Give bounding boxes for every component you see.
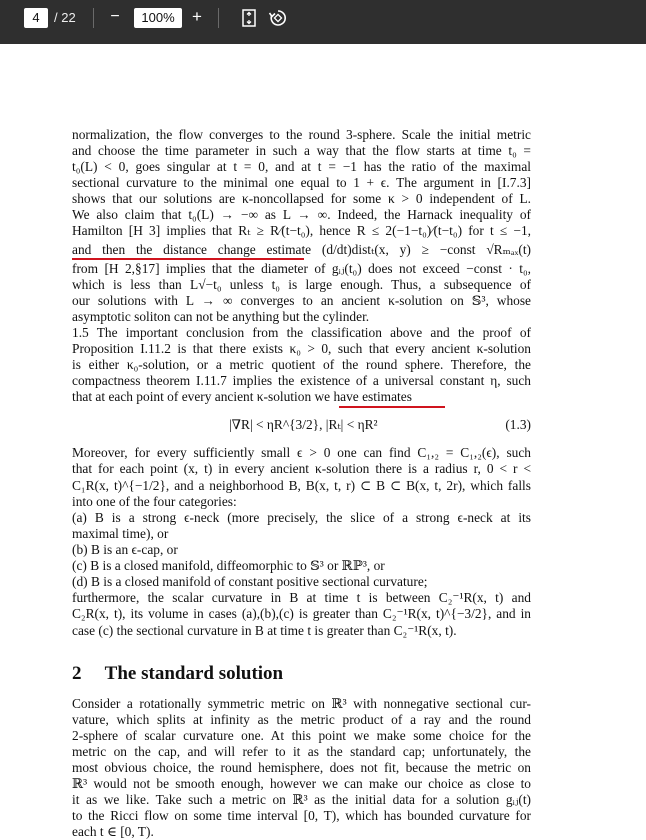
text-line: metric on the cap, and will refer to it as the standard cap; unfortunately, the (72, 744, 531, 759)
text-line: maximal time), or (72, 526, 169, 541)
equation-number: (1.3) (505, 417, 531, 432)
text-line: Hamilton [H 3] implies that Rₜ ≥ R⁄(t−t₀), hence R ≤ 2(−1−t₀)⁄(t−t₀) for t ≤ −1, (72, 223, 531, 238)
text-line: our solutions with L → ∞ converges to an ancient κ-solution on 𝕊³, whose (72, 293, 531, 308)
text-line: and choose the time parameter in such a way that the flow starts at time t₀ = (72, 143, 531, 158)
text-line: (d) B is a closed manifold of constant positive sectional curvature; (72, 574, 428, 589)
page-total-label: / 22 (54, 10, 76, 25)
highlight-underline (339, 406, 445, 408)
text-line: each t ∈ [0, T). (72, 824, 154, 839)
text-line: t₀(L) < 0, goes singular at t = 0, and at t = −1 has the ratio of the maximal (72, 159, 531, 174)
text-line: to the Ricci flow on some time interval [0, T), which has bounded curvature for (72, 808, 531, 823)
text-line: it as we like. Take such a metric on ℝ³ as the initial data for a solution gᵢⱼ(t) (72, 792, 531, 807)
fit-page-icon[interactable] (238, 6, 260, 30)
text-line: We also claim that t₀(L) → −∞ as L → ∞. Indeed, the Harnack inequality of (72, 207, 531, 222)
equation-formula: |∇R| < ηR^{3/2}, |Rₜ| < ηR² (229, 417, 378, 432)
rotate-icon[interactable] (266, 6, 290, 30)
text-line: and then the distance change estimate (d/dt)distₜ(x, y) ≥ −const √Rₘₐₓ(t) (72, 242, 531, 257)
text-line: asymptotic soliton can not be anything but the cylinder. (72, 309, 370, 324)
text-line: which is less than L√−t₀ unless t₀ is large enough. Thus, a subsequence of (72, 277, 531, 292)
text-line: ℝ³ would not be smooth enough, however we can make our choice as close to (72, 776, 531, 791)
section-title: The standard solution (104, 663, 284, 684)
zoom-out-button[interactable]: − (110, 8, 120, 25)
toolbar-divider (93, 8, 94, 28)
text-line: Moreover, for every sufficiently small ϵ > 0 one can find C₁,₂ = C₁,₂(ϵ), such (72, 445, 531, 460)
section-heading (72, 662, 283, 686)
text-line: into one of the four categories: (72, 494, 237, 509)
text-line: that for each point (x, t) in every ancient κ-solution there is a radius r, 0 < r < (72, 461, 531, 476)
text-line: is either κ₀-solution, or a metric quotient of the round sphere. Therefore, the (72, 357, 531, 372)
text-line: shows that our solutions are κ-noncollapsed for some κ > 0 independent of L. (72, 191, 531, 206)
text-line: most obvious choice, the round hemisphere, does not fit, because the metric on (72, 760, 531, 775)
text-line: from [H 2,§17] implies that the diameter of gᵢⱼ(t₀) does not exceed −const · t₀, (72, 261, 531, 276)
highlight-underline (72, 258, 304, 260)
text-line: case (c) the sectional curvature in B at time t is greater than C₂⁻¹R(x, t). (72, 623, 457, 638)
toolbar-divider (218, 8, 219, 28)
text-line: normalization, the flow converges to the round 3-sphere. Scale the initial metric (72, 127, 531, 142)
text-line: (b) B is an ϵ-cap, or (72, 542, 178, 557)
text-line: C₁R(x, t)^{−1/2}, and a neighborhood B, B(x, t, r) ⊂ B ⊂ B(x, t, 2r), which falls (72, 478, 531, 493)
text-line: C₂R(x, t), its volume in cases (a),(b),(c) is greater than C₂⁻¹R(x, t)^{−3/2}, and in (72, 606, 531, 621)
text-line: sectional curvature to the minimal one equal to 1 + ϵ. The argument in [I.7.3] (72, 175, 531, 190)
text-line: Consider a rotationally symmetric metric on ℝ³ with nonnegative sectional cur- (72, 696, 531, 711)
zoom-in-button[interactable]: + (192, 7, 202, 26)
section-number: 2 (72, 663, 82, 684)
text-line: furthermore, the scalar curvature in B at time t is between C₂⁻¹R(x, t) and (72, 590, 531, 605)
text-line: compactness theorem I.11.7 implies the existence of a universal constant η, such (72, 373, 531, 388)
pdf-toolbar (0, 0, 646, 44)
text-line: (a) B is a strong ϵ-neck (more precisely, the slice of a strong ϵ-neck at its (72, 510, 531, 525)
pdf-page (0, 44, 646, 839)
page-number-input[interactable]: 4 (24, 8, 48, 28)
text-line: that at each point of every ancient κ-solution we have estimates (72, 389, 412, 404)
text-line: 1.5 The important conclusion from the classification above and the proof of (72, 325, 531, 340)
zoom-level-input[interactable]: 100% (134, 8, 182, 28)
text-line: 2-sphere of scalar curvature one. At this point we make some choice for the (72, 728, 531, 743)
text-line: Proposition I.11.2 is that there exists κ₀ > 0, such that every ancient κ-solution (72, 341, 531, 356)
text-line: vature, which splits at infinity as the metric product of a ray and the round (72, 712, 531, 727)
equation-1-3 (72, 417, 531, 433)
text-line: (c) B is a closed manifold, diffeomorphic to 𝕊³ or ℝℙ³, or (72, 558, 385, 573)
